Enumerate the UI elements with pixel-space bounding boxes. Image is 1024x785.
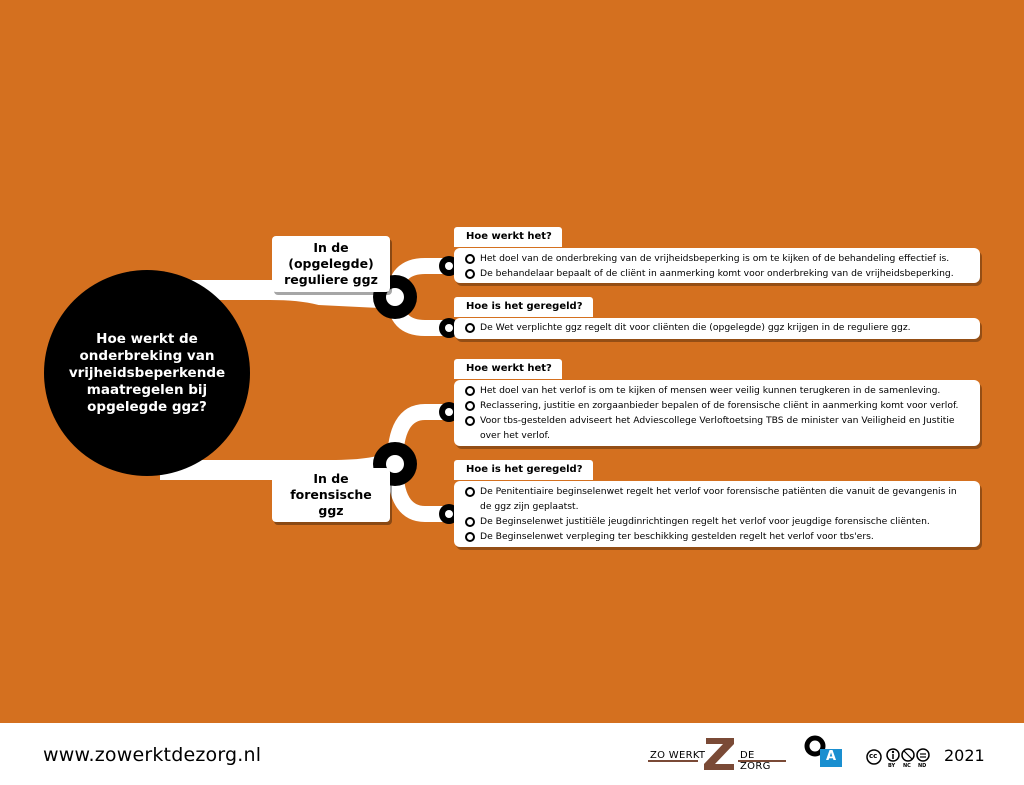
nd-label: ND bbox=[918, 763, 927, 769]
list-item: Het doel van de onderbreking van de vrijheidsbeperking is om te kijken of de behandeling effectief is. bbox=[480, 251, 949, 266]
list-item-continuation: over het verlof. bbox=[480, 430, 550, 441]
category-forensic-ggz bbox=[272, 468, 390, 522]
website-url[interactable]: www.zowerktdezorg.nl bbox=[43, 744, 262, 766]
category-label: In de forensische ggz bbox=[290, 471, 372, 518]
main-title: Hoe werkt de onderbreking van vrijheidsbeperkende maatregelen bij opgelegde ggz? bbox=[68, 330, 226, 415]
group-label-regulated: Hoe is het geregeld? bbox=[454, 460, 593, 480]
group-label-regulated: Hoe is het geregeld? bbox=[454, 297, 593, 317]
oa-logo bbox=[804, 735, 844, 769]
logo-text-right: DE ZORG bbox=[740, 750, 771, 772]
category-regular-ggz bbox=[272, 236, 390, 292]
list-item-continuation: de ggz zijn geplaatst. bbox=[480, 501, 579, 512]
list-item: De Wet verplichte ggz regelt dit voor cliënten die (opgelegde) ggz krijgen in de reguliere ggz. bbox=[480, 320, 911, 335]
items-box-regular-regulated bbox=[454, 318, 980, 339]
list-item: Het doel van het verlof is om te kijken of mensen weer veilig kunnen terugkeren in de samenleving. bbox=[480, 383, 940, 398]
oa-letter: A bbox=[826, 749, 837, 764]
group-label-how: Hoe werkt het? bbox=[454, 227, 562, 247]
zowerktdezorg-logo bbox=[648, 735, 788, 775]
logo-text-left: ZO WERKT bbox=[650, 750, 706, 761]
main-title-circle bbox=[44, 270, 250, 476]
list-item: De Beginselenwet justitiële jeugdinrichtingen regelt het verlof voor jeugdige forensische cliënten. bbox=[480, 514, 930, 529]
cc-license-icons bbox=[866, 747, 932, 771]
list-item: De behandelaar bepaalt of de cliënt in aanmerking komt voor onderbreking van de vrijheidsbeperking. bbox=[480, 266, 954, 281]
items-box-regular-how bbox=[454, 248, 980, 283]
cc-label: cc bbox=[869, 752, 878, 760]
category-label: In de (opgelegde) reguliere ggz bbox=[284, 240, 378, 287]
footer bbox=[0, 723, 1024, 785]
group-label-how: Hoe werkt het? bbox=[454, 359, 562, 379]
list-item: De Penitentiaire beginselenwet regelt het verlof voor forensische patiënten die vanuit de gevangenis in bbox=[480, 484, 957, 499]
items-box-forensic-how bbox=[454, 380, 980, 446]
list-item: Voor tbs-gestelden adviseert het Adviescollege Verloftoetsing TBS de minister van Veiligheid en Justitie bbox=[480, 413, 955, 428]
list-item: De Beginselenwet verpleging ter beschikking gestelden regelt het verlof voor tbs'ers. bbox=[480, 529, 874, 544]
list-item: Reclassering, justitie en zorgaanbieder bepalen of de forensische cliënt in aanmerking komt voor verlof. bbox=[480, 398, 958, 413]
nc-label: NC bbox=[903, 763, 911, 769]
year: 2021 bbox=[944, 746, 985, 765]
items-box-forensic-regulated bbox=[454, 481, 980, 547]
by-label: BY bbox=[888, 763, 896, 769]
